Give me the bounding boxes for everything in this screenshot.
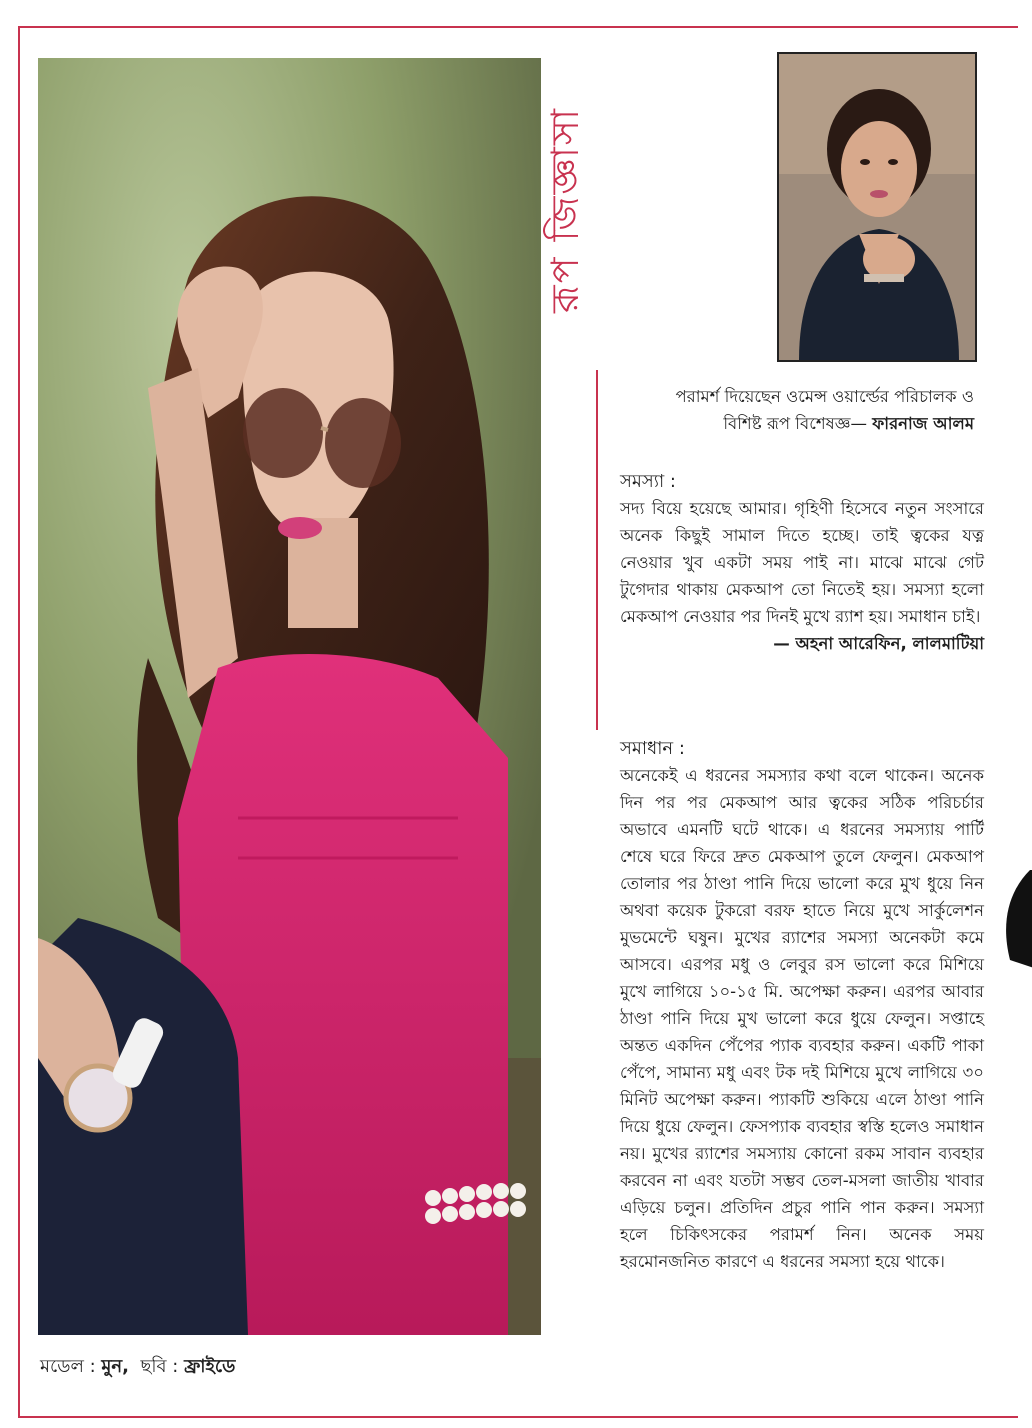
top-border xyxy=(18,26,1018,28)
photo-caption xyxy=(40,1352,235,1383)
section-title xyxy=(543,60,588,360)
solution-section xyxy=(620,735,984,1275)
left-border xyxy=(18,26,20,1418)
photo-label: ছবি : xyxy=(140,1356,179,1377)
section-title-text: রূপ জিজ্ঞাসা xyxy=(543,107,587,313)
problem-section xyxy=(620,468,984,657)
model-label: মডেল : xyxy=(40,1356,96,1377)
problem-heading: সমস্যা : xyxy=(620,471,677,492)
problem-signature: — অহনা আরেফিন, লালমাটিয়া xyxy=(773,634,984,653)
expert-photo xyxy=(777,52,977,362)
partial-object-edge xyxy=(1000,870,1032,970)
solution-body: অনেকেই এ ধরনের সমস্যার কথা বলে থাকেন। অনেক দিন পর পর মেকআপ আর ত্বকের সঠিক পরিচর্চার অভাবে এমনটি ঘটে থাকে। এ ধরনের সমস্যায় পার্টি শেষে ঘরে ফিরে দ্রুত মেকআপ তুলে ফেলুন। মেকআপ তোলার পর ঠাণ্ডা পানি দিয়ে ভালো করে মুখ ধুয়ে নিন অথবা কয়েক টুকরো বরফ হাতে নিয়ে মুখে সার্কুলেশন মুভমেন্টে ঘষুন। মুখের র‍্যাশের সমস্যা অনেকটা কমে আসবে। এরপর মধু ও লেবুর রস ভালো করে মিশিয়ে মুখে লাগিয়ে ১০-১৫ মি. অপেক্ষা করুন। এরপর আবার ঠাণ্ডা পানি দিয়ে মুখ ভালো করে ধুয়ে ফেলুন। সপ্তাহে অন্তত একদিন পেঁপের প্যাক ব্যবহার করুন। একটি পাকা পেঁপে, সামান্য মধু এবং টক দই মিশিয়ে মুখে লাগিয়ে ৩০ মিনিট অপেক্ষা করুন। প্যাকটি শুকিয়ে এলে ঠাণ্ডা পানি দিয়ে ধুয়ে ফেলুন। ফেসপ্যাক ব্যবহার স্বস্তি হলেও সমাধান নয়। মুখের র‍্যাশের সমস্যায় কোনো রকম সাবান ব্যবহার করবেন না এবং যতটা সম্ভব তেল-মসলা জাতীয় খাবার এড়িয়ে চলুন। প্রতিদিন প্রচুর পানি পান করুন। সমস্যা হলে চিকিৎসকের পরামর্শ নিন। অনেক সময় হরমোনজনিত কারণে এ ধরনের সমস্যা হয়ে থাকে। xyxy=(620,766,984,1271)
model-name: মুন, xyxy=(101,1356,129,1377)
intro-line-2-text: বিশিষ্ট রূপ বিশেষজ্ঞ— xyxy=(723,414,867,433)
intro-line-1: পরামর্শ দিয়েছেন ওমেন্স ওয়ার্ল্ডের পরিচালক ও xyxy=(675,387,974,406)
intro-block xyxy=(600,383,974,437)
column-divider xyxy=(596,370,598,730)
model-photo xyxy=(38,58,541,1335)
expert-name: ফারনাজ আলম xyxy=(872,414,974,433)
problem-body: সদ্য বিয়ে হয়েছে আমার। গৃহিণী হিসেবে নতুন সংসারে অনেক কিছুই সামাল দিতে হচ্ছে। তাই ত্বকের যত্ন নেওয়ার খুব একটা সময় পাই না। মাঝে মাঝে গেট টুগেদার থাকায় মেকআপ তো নিতেই হয়। সমস্যা হলো মেকআপ নেওয়ার পর দিনই মুখে র‍্যাশ হয়। সমাধান চাই। xyxy=(620,499,984,626)
solution-heading: সমাধান : xyxy=(620,738,685,759)
photo-credit: ফ্রাইডে xyxy=(184,1356,236,1377)
bottom-border xyxy=(18,1416,1018,1418)
intro-line-2 xyxy=(600,410,974,437)
